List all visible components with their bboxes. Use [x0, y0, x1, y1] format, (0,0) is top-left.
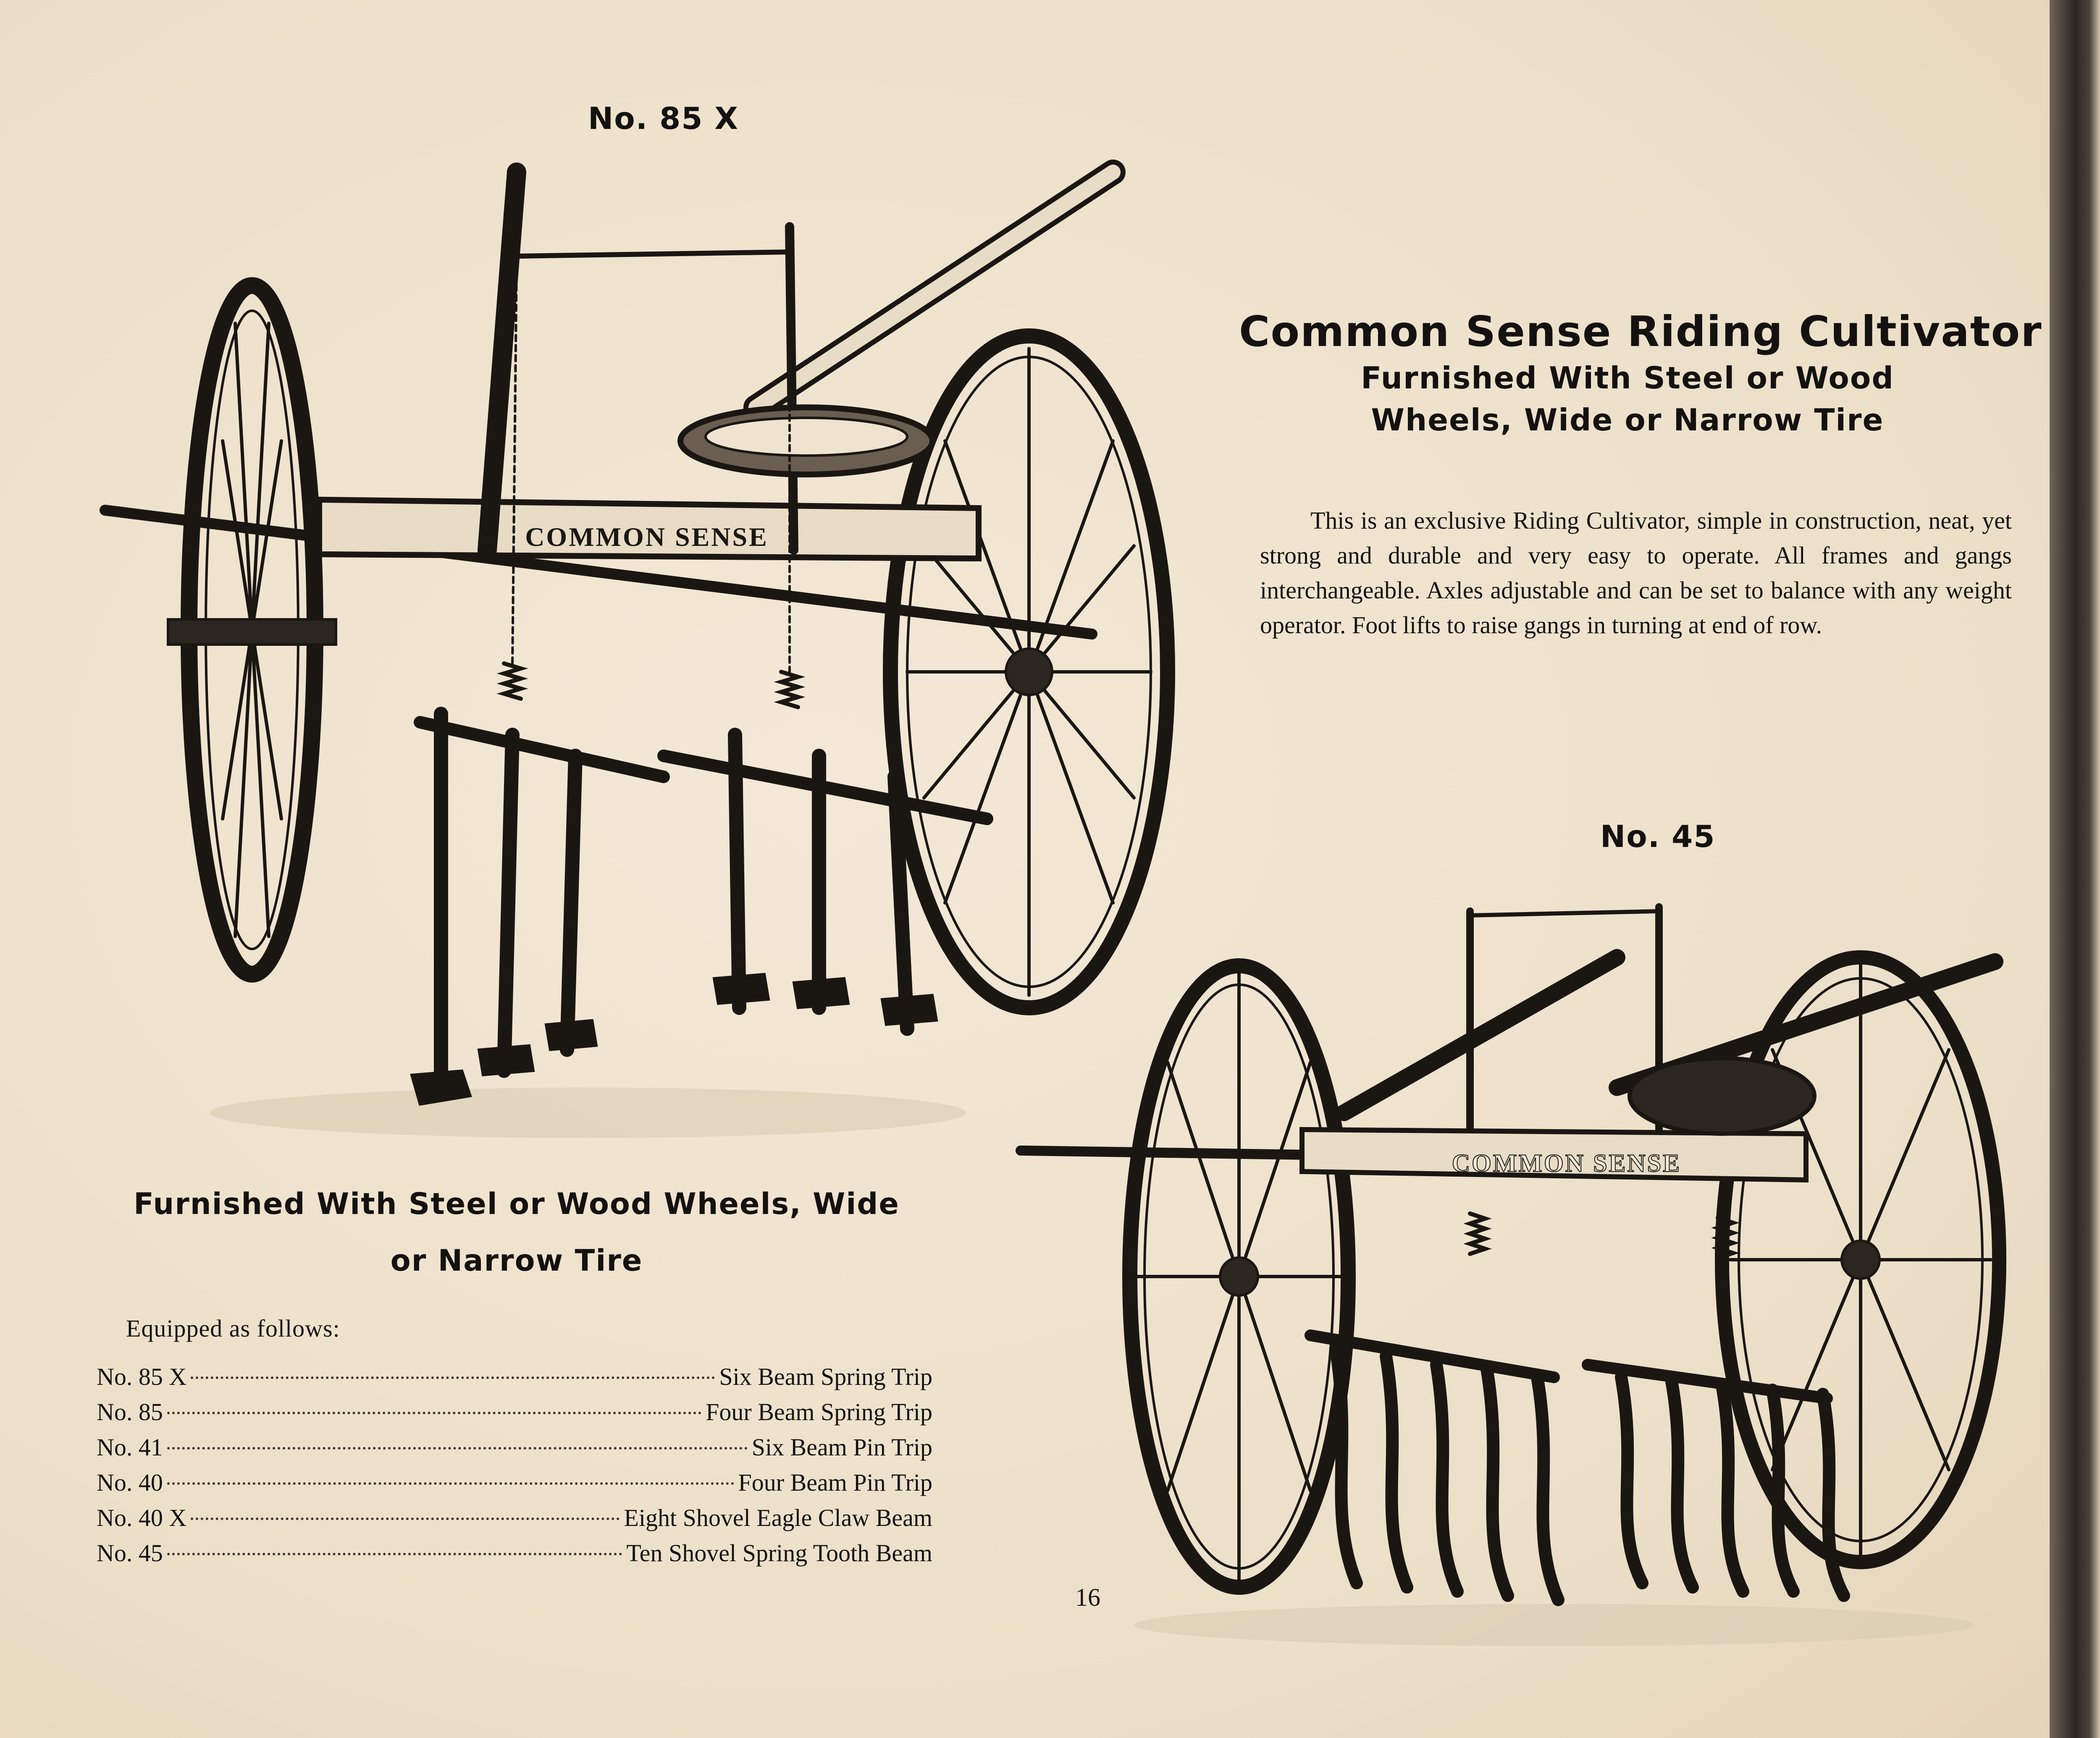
- dot-leader: [167, 1447, 748, 1450]
- equipped-heading: Equipped as follows:: [126, 1315, 340, 1342]
- furnished-heading-line2: or Narrow Tire: [390, 1243, 643, 1278]
- model-description: Four Beam Pin Trip: [738, 1469, 932, 1496]
- model-list: [97, 1363, 932, 1574]
- product-subtitle-line2: Wheels, Wide or Narrow Tire: [1371, 402, 1884, 438]
- model-number: No. 85 X: [97, 1363, 187, 1390]
- frame-plate-text: COMMON SENSE: [1452, 1149, 1682, 1177]
- model-row: [97, 1539, 932, 1574]
- product-title-block: [1239, 307, 2042, 441]
- furnished-heading: [97, 1176, 937, 1289]
- cultivator-45-illustration: [1008, 861, 2058, 1659]
- book-gutter: [2050, 0, 2100, 1738]
- model-row: [97, 1504, 932, 1539]
- model-number: No. 40 X: [97, 1504, 187, 1531]
- model-number: No. 45: [97, 1539, 163, 1567]
- model-row: [97, 1468, 932, 1504]
- dot-leader: [167, 1553, 622, 1555]
- model-description: Ten Shovel Spring Tooth Beam: [626, 1539, 932, 1567]
- model-number: No. 85: [97, 1398, 163, 1426]
- dot-leader: [167, 1482, 734, 1485]
- dot-leader: [191, 1376, 715, 1379]
- model-description: Four Beam Spring Trip: [706, 1398, 932, 1426]
- model-label-85x: No. 85 X: [588, 101, 739, 136]
- model-number: No. 40: [97, 1469, 163, 1496]
- model-number: No. 41: [97, 1434, 163, 1461]
- product-description: This is an exclusive Riding Cultivator, simple in construction, neat, yet strong and durable and very easy to operate. All frames and gangs interchangeable. Axles adjustable and can be set to balance with any weight operator. Foot lifts to raise gangs in turning at end of row.: [1260, 507, 2012, 639]
- model-description: Six Beam Pin Trip: [751, 1434, 932, 1461]
- model-row: [97, 1433, 932, 1468]
- page-number: 16: [1075, 1583, 1100, 1611]
- model-description: Six Beam Spring Trip: [719, 1363, 932, 1390]
- frame-plate-text: COMMON SENSE: [525, 522, 769, 552]
- model-row: [97, 1363, 932, 1398]
- model-label-45: No. 45: [1600, 819, 1716, 854]
- dot-leader: [167, 1412, 701, 1414]
- model-description: Eight Shovel Eagle Claw Beam: [624, 1504, 932, 1531]
- product-title: Common Sense Riding Cultivator: [1239, 307, 2042, 356]
- product-subtitle-line1: Furnished With Steel or Wood: [1361, 360, 1894, 396]
- model-row: [97, 1398, 932, 1433]
- furnished-heading-line1: Furnished With Steel or Wood Wheels, Wide: [134, 1187, 900, 1221]
- dot-leader: [191, 1518, 620, 1520]
